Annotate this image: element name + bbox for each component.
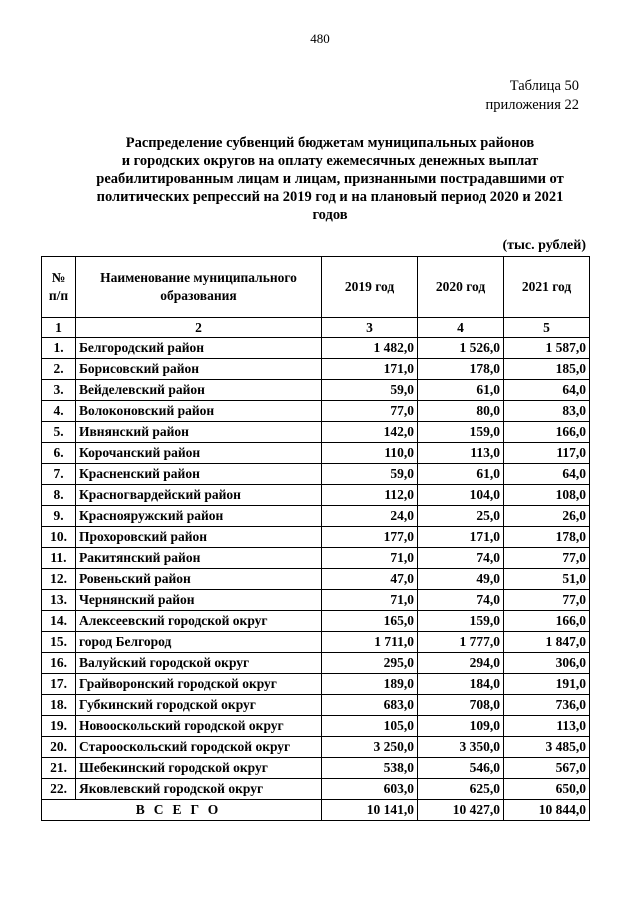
subvention-table (41, 256, 590, 821)
value-2019: 295,0 (322, 653, 418, 674)
table-row (42, 359, 590, 380)
value-2021: 64,0 (504, 464, 590, 485)
row-number: 6. (42, 443, 76, 464)
row-number: 3. (42, 380, 76, 401)
value-2021: 178,0 (504, 527, 590, 548)
value-2019: 77,0 (322, 401, 418, 422)
total-2021: 10 844,0 (504, 800, 590, 821)
value-2020: 178,0 (418, 359, 504, 380)
value-2020: 113,0 (418, 443, 504, 464)
row-number: 14. (42, 611, 76, 632)
value-2021: 567,0 (504, 758, 590, 779)
value-2021: 3 485,0 (504, 737, 590, 758)
value-2019: 177,0 (322, 527, 418, 548)
table-row (42, 548, 590, 569)
row-number: 20. (42, 737, 76, 758)
value-2019: 1 711,0 (322, 632, 418, 653)
value-2019: 189,0 (322, 674, 418, 695)
table-body (42, 338, 590, 800)
value-2020: 1 526,0 (418, 338, 504, 359)
table-row (42, 758, 590, 779)
column-number: 3 (322, 318, 418, 338)
title-line-5: годов (312, 207, 348, 223)
value-2020: 3 350,0 (418, 737, 504, 758)
column-number: 5 (504, 318, 590, 338)
column-number: 1 (42, 318, 76, 338)
row-number: 8. (42, 485, 76, 506)
row-number: 17. (42, 674, 76, 695)
table-row (42, 611, 590, 632)
municipality-name: Борисовский район (76, 359, 322, 380)
table-row (42, 380, 590, 401)
table-row (42, 338, 590, 359)
value-2021: 51,0 (504, 569, 590, 590)
value-2019: 59,0 (322, 380, 418, 401)
municipality-name: Шебекинский городской округ (76, 758, 322, 779)
municipality-name: Корочанский район (76, 443, 322, 464)
title-line-2: и городских округов на оплату ежемесячных денежных выплат (121, 153, 539, 169)
table-header-row (42, 257, 590, 318)
municipality-name: Грайворонский городской округ (76, 674, 322, 695)
row-number: 5. (42, 422, 76, 443)
header-2019: 2019 год (322, 257, 418, 318)
row-number: 11. (42, 548, 76, 569)
value-2021: 113,0 (504, 716, 590, 737)
municipality-name: Ракитянский район (76, 548, 322, 569)
value-2019: 603,0 (322, 779, 418, 800)
row-number: 4. (42, 401, 76, 422)
value-2020: 546,0 (418, 758, 504, 779)
value-2019: 1 482,0 (322, 338, 418, 359)
value-2019: 71,0 (322, 548, 418, 569)
value-2019: 171,0 (322, 359, 418, 380)
value-2019: 112,0 (322, 485, 418, 506)
row-number: 19. (42, 716, 76, 737)
title-line-4: политических репрессий на 2019 год и на плановый период 2020 и 2021 (96, 189, 564, 205)
value-2019: 142,0 (322, 422, 418, 443)
table-row (42, 695, 590, 716)
header-2020: 2020 год (418, 257, 504, 318)
value-2020: 74,0 (418, 548, 504, 569)
value-2020: 294,0 (418, 653, 504, 674)
total-label: ВСЕГО (42, 800, 322, 821)
municipality-name: Алексеевский городской округ (76, 611, 322, 632)
value-2021: 185,0 (504, 359, 590, 380)
value-2021: 117,0 (504, 443, 590, 464)
municipality-name: Яковлевский городской округ (76, 779, 322, 800)
municipality-name: Новооскольский городской округ (76, 716, 322, 737)
title-line-1: Распределение субвенций бюджетам муниципальных районов (125, 135, 535, 151)
value-2021: 650,0 (504, 779, 590, 800)
value-2021: 108,0 (504, 485, 590, 506)
value-2021: 191,0 (504, 674, 590, 695)
value-2020: 49,0 (418, 569, 504, 590)
value-2020: 109,0 (418, 716, 504, 737)
column-number-row (42, 318, 590, 338)
table-row (42, 443, 590, 464)
column-number: 2 (76, 318, 322, 338)
value-2021: 83,0 (504, 401, 590, 422)
value-2021: 77,0 (504, 548, 590, 569)
municipality-name: Прохоровский район (76, 527, 322, 548)
value-2021: 1 587,0 (504, 338, 590, 359)
table-row (42, 527, 590, 548)
table-row (42, 422, 590, 443)
value-2019: 24,0 (322, 506, 418, 527)
table-row (42, 569, 590, 590)
value-2021: 77,0 (504, 590, 590, 611)
header-2021: 2021 год (504, 257, 590, 318)
municipality-name: Красногвардейский район (76, 485, 322, 506)
table-row (42, 632, 590, 653)
value-2021: 64,0 (504, 380, 590, 401)
value-2020: 104,0 (418, 485, 504, 506)
municipality-name: Краснояружский район (76, 506, 322, 527)
value-2020: 159,0 (418, 611, 504, 632)
value-2020: 159,0 (418, 422, 504, 443)
table-row (42, 716, 590, 737)
row-number: 21. (42, 758, 76, 779)
table-row (42, 401, 590, 422)
municipality-name: Белгородский район (76, 338, 322, 359)
row-number: 12. (42, 569, 76, 590)
value-2021: 166,0 (504, 422, 590, 443)
value-2019: 105,0 (322, 716, 418, 737)
value-2020: 184,0 (418, 674, 504, 695)
row-number: 7. (42, 464, 76, 485)
page-number: 480 (310, 31, 330, 46)
table-reference (486, 77, 579, 115)
value-2021: 166,0 (504, 611, 590, 632)
row-number: 22. (42, 779, 76, 800)
title-line-3: реабилитированным лицам и лицам, признанными пострадавшими от (96, 171, 564, 187)
table-row (42, 464, 590, 485)
document-title (60, 134, 600, 224)
row-number: 1. (42, 338, 76, 359)
table-row (42, 779, 590, 800)
value-2019: 683,0 (322, 695, 418, 716)
table-row (42, 653, 590, 674)
column-number: 4 (418, 318, 504, 338)
value-2020: 171,0 (418, 527, 504, 548)
table-row (42, 485, 590, 506)
row-number: 15. (42, 632, 76, 653)
table-row (42, 506, 590, 527)
municipality-name: Волоконовский район (76, 401, 322, 422)
value-2019: 71,0 (322, 590, 418, 611)
municipality-name: Ивнянский район (76, 422, 322, 443)
row-number: 16. (42, 653, 76, 674)
value-2020: 80,0 (418, 401, 504, 422)
header-num: № п/п (42, 257, 76, 318)
value-2021: 1 847,0 (504, 632, 590, 653)
value-2021: 306,0 (504, 653, 590, 674)
value-2020: 1 777,0 (418, 632, 504, 653)
value-2021: 736,0 (504, 695, 590, 716)
value-2019: 3 250,0 (322, 737, 418, 758)
municipality-name: Красненский район (76, 464, 322, 485)
municipality-name: Чернянский район (76, 590, 322, 611)
row-number: 13. (42, 590, 76, 611)
units-label: (тыс. рублей) (502, 238, 586, 253)
value-2020: 61,0 (418, 464, 504, 485)
value-2020: 61,0 (418, 380, 504, 401)
municipality-name: Старооскольский городской округ (76, 737, 322, 758)
row-number: 18. (42, 695, 76, 716)
municipality-name: город Белгород (76, 632, 322, 653)
municipality-name: Ровеньский район (76, 569, 322, 590)
value-2019: 538,0 (322, 758, 418, 779)
header-name: Наименование муниципального образования (76, 257, 322, 318)
value-2019: 110,0 (322, 443, 418, 464)
table-reference-line-1: Таблица 50 (509, 78, 579, 94)
table-row (42, 674, 590, 695)
row-number: 9. (42, 506, 76, 527)
value-2020: 708,0 (418, 695, 504, 716)
municipality-name: Вейделевский район (76, 380, 322, 401)
value-2020: 25,0 (418, 506, 504, 527)
table-row (42, 737, 590, 758)
value-2020: 625,0 (418, 779, 504, 800)
value-2019: 59,0 (322, 464, 418, 485)
row-number: 2. (42, 359, 76, 380)
row-number: 10. (42, 527, 76, 548)
municipality-name: Губкинский городской округ (76, 695, 322, 716)
table-row (42, 590, 590, 611)
table-reference-line-2: приложения 22 (485, 97, 579, 113)
total-2020: 10 427,0 (418, 800, 504, 821)
value-2021: 26,0 (504, 506, 590, 527)
municipality-name: Валуйский городской округ (76, 653, 322, 674)
total-2019: 10 141,0 (322, 800, 418, 821)
value-2019: 47,0 (322, 569, 418, 590)
value-2019: 165,0 (322, 611, 418, 632)
total-row (42, 800, 590, 821)
value-2020: 74,0 (418, 590, 504, 611)
